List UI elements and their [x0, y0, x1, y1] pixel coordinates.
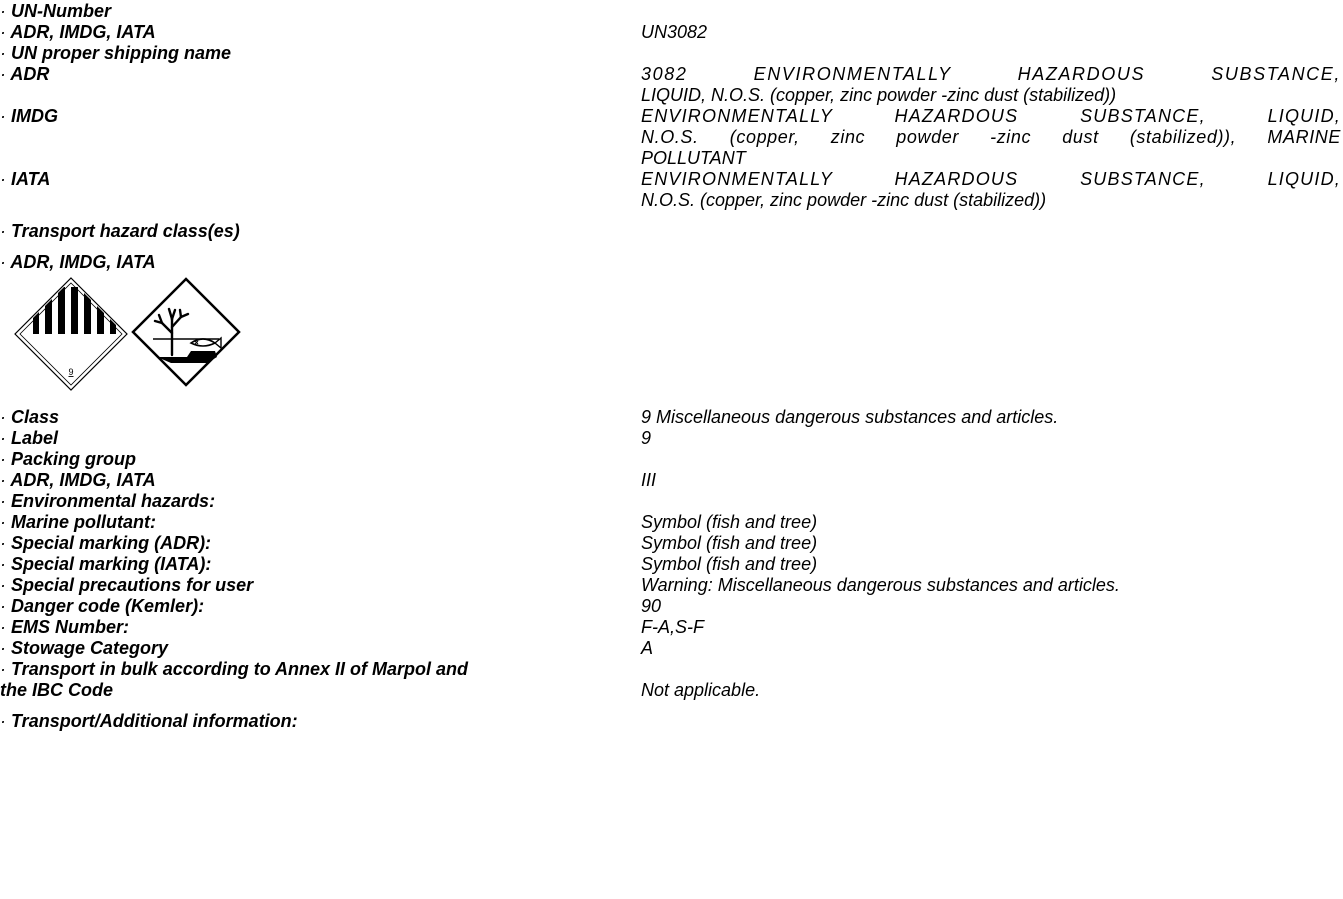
stowage-category-value: A	[641, 638, 654, 658]
packing-group-row	[0, 449, 1343, 470]
special-marking-iata-value: Symbol (fish and tree)	[641, 554, 818, 574]
bullet: ·	[0, 638, 6, 658]
bullet: ·	[0, 659, 6, 679]
spacer	[0, 211, 1343, 221]
label-text: Transport hazard class(es)	[11, 221, 240, 241]
label-text: ADR, IMDG, IATA	[10, 470, 156, 490]
shipping-name-adr-label	[0, 64, 520, 85]
bullet: ·	[0, 221, 6, 241]
environmental-hazards-label	[0, 491, 520, 512]
label-text: UN-Number	[11, 1, 112, 21]
marine-pollutant-value: Symbol (fish and tree)	[641, 512, 818, 532]
danger-code-label	[0, 596, 520, 617]
bullet: ·	[0, 22, 6, 42]
bullet: ·	[0, 711, 6, 731]
bullet: ·	[0, 64, 6, 84]
label-text: ADR	[10, 64, 50, 84]
bullet: ·	[0, 43, 6, 63]
label-text: IMDG	[11, 106, 59, 126]
label-label	[0, 428, 520, 449]
bullet: ·	[0, 470, 6, 490]
label-text: Stowage Category	[11, 638, 169, 658]
ems-number-row	[0, 617, 1343, 638]
un-number-value: UN3082	[641, 22, 708, 42]
un-number-modes-label	[0, 22, 520, 43]
transport-hazard-class-row	[0, 221, 1343, 242]
special-marking-adr-label	[0, 533, 520, 554]
label-text: ADR, IMDG, IATA	[10, 252, 156, 272]
hazard-pictograms	[0, 277, 1343, 407]
special-marking-adr-row	[0, 533, 1343, 554]
danger-code-row	[0, 596, 1343, 617]
marpol-value: Not applicable.	[641, 680, 761, 700]
label-text: Environmental hazards:	[11, 491, 216, 511]
label-text: EMS Number:	[11, 617, 130, 637]
shipping-name-imdg-value	[641, 106, 1341, 169]
bullet: ·	[0, 596, 6, 616]
label-text: Special marking (IATA):	[11, 554, 212, 574]
class-label	[0, 407, 520, 428]
transport-hazard-modes-label	[0, 252, 520, 273]
bullet: ·	[0, 575, 6, 595]
transport-hazard-modes-row	[0, 252, 1343, 273]
label-text: Danger code (Kemler):	[11, 596, 205, 616]
bullet: ·	[0, 106, 6, 126]
transport-hazard-class-label	[0, 221, 520, 242]
label-text: Packing group	[11, 449, 137, 469]
label-text: Special precautions for user	[11, 575, 254, 595]
special-precautions-row	[0, 575, 1343, 596]
class-value: 9 Miscellaneous dangerous substances and articles.	[641, 407, 1059, 427]
packing-group-modes-row	[0, 470, 1343, 491]
bullet: ·	[0, 512, 6, 532]
shipping-name-iata-row	[0, 169, 1343, 211]
label-text: the IBC Code	[0, 680, 114, 700]
bullet: ·	[0, 252, 6, 272]
shipping-name-iata-value	[641, 169, 1341, 211]
un-number-row	[0, 1, 1343, 22]
class-9-number: 9	[68, 367, 74, 377]
value-line: ENVIRONMENTALLY HAZARDOUS SUBSTANCE, LIQUID,	[641, 169, 1341, 189]
label-text: Class	[11, 407, 60, 427]
label-text: IATA	[11, 169, 51, 189]
special-marking-iata-label	[0, 554, 520, 575]
class-row	[0, 407, 1343, 428]
bullet: ·	[0, 1, 6, 21]
value-line: 3082 ENVIRONMENTALLY HAZARDOUS SUBSTANCE,	[641, 64, 1341, 84]
bullet: ·	[0, 407, 6, 427]
stowage-category-row	[0, 638, 1343, 659]
label-value: 9	[641, 428, 652, 448]
label-text: UN proper shipping name	[11, 43, 232, 63]
class-9-hazard-label-icon	[14, 277, 128, 391]
shipping-name-imdg-row	[0, 106, 1343, 169]
marine-pollutant-label	[0, 512, 520, 533]
shipping-name-adr-value	[641, 64, 1341, 106]
value-line: POLLUTANT	[641, 148, 746, 168]
shipping-name-label	[0, 43, 520, 64]
bullet: ·	[0, 554, 6, 574]
un-number-adr-imdg-iata-row	[0, 22, 1343, 43]
label-row	[0, 428, 1343, 449]
special-marking-adr-value: Symbol (fish and tree)	[641, 533, 818, 553]
packing-group-value: III	[641, 470, 657, 490]
value-line: LIQUID, N.O.S. (copper, zinc powder -zinc dust (stabilized))	[641, 85, 1117, 105]
un-number-label	[0, 1, 520, 22]
value-line: N.O.S. (copper, zinc powder -zinc dust (stabilized))	[641, 190, 1047, 210]
bullet: ·	[0, 533, 6, 553]
marpol-label	[0, 659, 520, 701]
shipping-name-imdg-label	[0, 106, 520, 127]
bullet: ·	[0, 617, 6, 637]
special-marking-iata-row	[0, 554, 1343, 575]
special-precautions-label	[0, 575, 520, 596]
bullet: ·	[0, 169, 6, 189]
environmental-hazard-fish-tree-icon	[131, 277, 241, 387]
additional-information-row	[0, 711, 1343, 732]
value-line: N.O.S. (copper, zinc powder -zinc dust (stabilized)), MARINE	[641, 127, 1341, 147]
additional-information-label	[0, 711, 520, 732]
shipping-name-heading-row	[0, 43, 1343, 64]
label-text: Marine pollutant:	[11, 512, 157, 532]
danger-code-value: 90	[641, 596, 662, 616]
packing-group-modes-label	[0, 470, 520, 491]
label-text: ADR, IMDG, IATA	[10, 22, 156, 42]
ems-number-label	[0, 617, 520, 638]
stowage-category-label	[0, 638, 520, 659]
label-text: Special marking (ADR):	[11, 533, 212, 553]
spacer	[0, 242, 1343, 252]
label-text: Label	[11, 428, 59, 448]
bullet: ·	[0, 491, 6, 511]
ems-number-value: F-A,S-F	[641, 617, 704, 637]
bullet: ·	[0, 449, 6, 469]
marine-pollutant-row	[0, 512, 1343, 533]
environmental-hazards-row	[0, 491, 1343, 512]
special-precautions-value: Warning: Miscellaneous dangerous substances and articles.	[641, 575, 1120, 595]
value-line: ENVIRONMENTALLY HAZARDOUS SUBSTANCE, LIQUID,	[641, 106, 1341, 126]
bullet: ·	[0, 428, 6, 448]
shipping-name-iata-label	[0, 169, 520, 190]
spacer	[0, 701, 1343, 711]
marpol-row	[0, 659, 1343, 701]
label-text: Transport/Additional information:	[11, 711, 298, 731]
label-text: Transport in bulk according to Annex II of Marpol and	[11, 659, 469, 679]
packing-group-label	[0, 449, 520, 470]
shipping-name-adr-row	[0, 64, 1343, 106]
